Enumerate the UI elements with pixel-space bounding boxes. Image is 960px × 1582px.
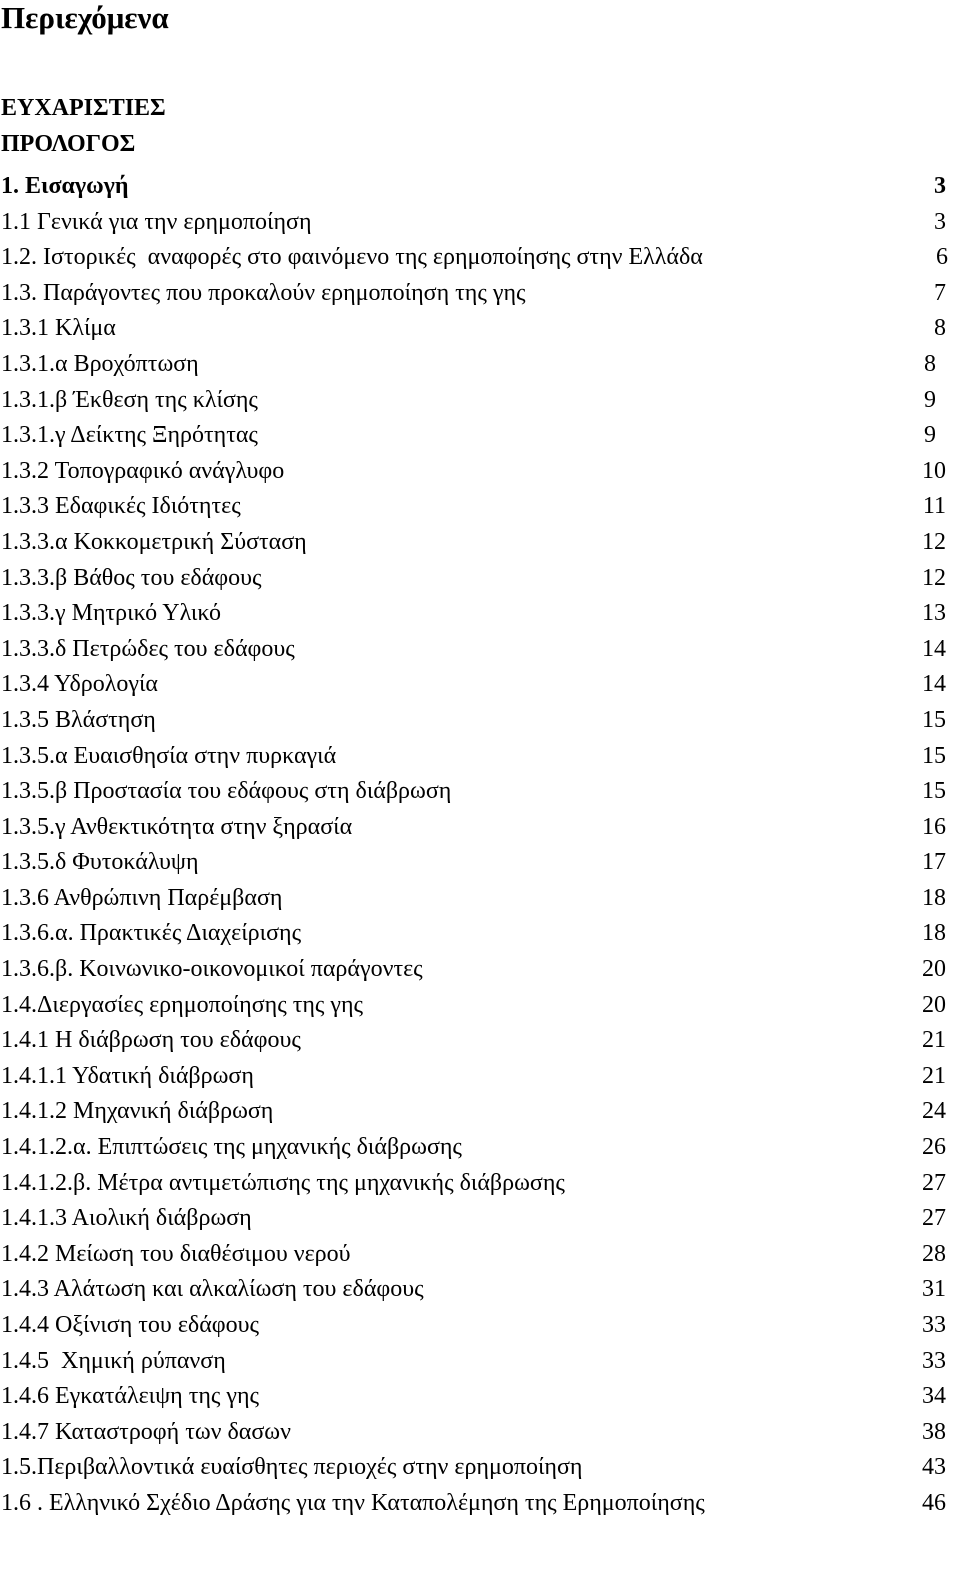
toc-entry-title: 1.3.3.α Κοκκομετρική Σύσταση [1,528,307,555]
toc-entry-page: 13 [922,600,946,627]
toc-entry[interactable] [0,314,960,350]
toc-entry-title: 1.4.1.2 Μηχανική διάβρωση [1,1098,274,1125]
toc-entry-page: 38 [922,1418,946,1445]
toc-entry[interactable] [0,1169,960,1205]
toc-entry-title: 1.4.1.2.α. Επιπτώσεις της μηχανικής διάβρωσης [1,1134,462,1161]
toc-entry-page: 3 [934,173,946,199]
toc-entry-page: 9 [924,422,936,449]
toc-entry-title: 1.3.3 Εδαφικές Ιδιότητες [1,493,241,520]
toc-entry-page: 33 [922,1312,946,1338]
toc-entry-page: 12 [922,564,946,591]
toc-entry-title: 1.3.6.α. Πρακτικές Διαχείρισης [1,920,302,947]
toc-entry-title: 1.6 . Ελληνικό Σχέδιο Δράσης για την Καταπολέμηση της Ερημοποίησης [1,1489,705,1516]
toc-entry-page: 46 [922,1489,946,1516]
toc-entry-title: 1.3.3.β Βάθος του εδάφους [1,564,262,591]
toc-entry[interactable] [0,1097,960,1133]
toc-entry-title: 1.3.1.α Βροχόπτωση [1,350,199,377]
toc-entry-title: 1.4.2 Μείωση του διαθέσιμου νερού [1,1240,351,1267]
toc-entry-page: 15 [922,778,946,805]
toc-entry-title: 1.3.4 Υδρολογία [1,671,159,698]
toc-entry[interactable] [0,1133,960,1169]
toc-entry-page: 3 [934,208,946,235]
toc-entry-title: 1.5.Περιβαλλοντικά ευαίσθητες περιοχές στην ερημοποίηση [1,1454,583,1481]
toc-entry-title: 1.4.1.1 Υδατική διάβρωση [1,1062,254,1089]
toc-entry[interactable] [0,279,960,315]
toc-entry-title: 1.3. Παράγοντες που προκαλούν ερημοποίηση της γης [1,279,526,306]
toc-entry-title: 1.3.1 Κλίμα [1,315,116,342]
toc-entry-title: 1.3.6.β. Κοινωνικο-οικονομικοί παράγοντες [1,956,423,983]
toc-list [0,172,960,1525]
toc-entry-page: 20 [922,956,946,983]
toc-entry-title: 1.3.5 Βλάστηση [1,706,156,733]
toc-entry-page: 43 [922,1454,946,1481]
toc-entry-page: 18 [922,920,946,947]
toc-entry-page: 21 [922,1062,946,1089]
toc-entry[interactable] [0,1204,960,1240]
toc-entry-page: 34 [922,1383,946,1410]
toc-entry[interactable] [0,1453,960,1489]
toc-entry-page: 28 [922,1240,946,1267]
toc-entry[interactable] [0,884,960,920]
toc-entry[interactable] [0,1382,960,1418]
toc-entry-page: 15 [922,742,946,769]
toc-entry-page: 20 [922,991,946,1018]
toc-entry-title: 1.4.1.2.β. Μέτρα αντιμετώπισης της μηχανικής διάβρωσης [1,1169,565,1196]
toc-entry[interactable] [0,1347,960,1383]
toc-entry[interactable] [0,813,960,849]
toc-entry-title: 1.4.Διεργασίες ερημοποίησης της γης [1,991,364,1018]
toc-entry-title: 1.3.6 Ανθρώπινη Παρέμβαση [1,884,283,911]
toc-entry-title: 1. Εισαγωγή [1,173,129,199]
toc-entry[interactable] [0,528,960,564]
toc-entry-page: 18 [922,884,946,911]
toc-entry[interactable] [0,421,960,457]
toc-entry-page: 8 [934,315,946,342]
toc-entry[interactable] [0,386,960,422]
front-matter-acknowledgements: ΕΥΧΑΡΙΣΤΙΕΣ [1,95,166,121]
page-title: Περιεχόμενα [1,0,169,35]
toc-entry-title: 1.3.1.γ Δείκτης Ξηρότητας [1,422,258,449]
toc-entry[interactable] [0,1275,960,1311]
toc-entry[interactable] [0,208,960,244]
toc-entry-title: 1.3.5.α Ευαισθησία στην πυρκαγιά [1,742,337,769]
toc-entry[interactable] [0,635,960,671]
toc-entry[interactable] [0,848,960,884]
toc-entry-page: 27 [922,1205,946,1232]
toc-entry-title: 1.2. Ιστορικές αναφορές στο φαινόμενο της ερημοποίησης στην Ελλάδα [1,244,703,271]
toc-entry-page: 14 [922,635,946,662]
toc-entry[interactable] [0,706,960,742]
toc-entry-page: 31 [922,1276,946,1303]
toc-entry-title: 1.4.1 Η διάβρωση του εδάφους [1,1027,301,1054]
toc-entry[interactable] [0,1026,960,1062]
toc-entry-title: 1.4.1.3 Αιολική διάβρωση [1,1205,252,1232]
toc-entry[interactable] [0,1418,960,1454]
toc-entry[interactable] [0,1311,960,1347]
toc-entry-page: 16 [922,813,946,840]
toc-entry[interactable] [0,243,960,279]
toc-entry[interactable] [0,492,960,528]
toc-entry-page: 8 [924,350,936,377]
toc-entry[interactable] [0,172,960,208]
toc-entry[interactable] [0,955,960,991]
toc-entry[interactable] [0,457,960,493]
toc-entry[interactable] [0,670,960,706]
toc-entry-title: 1.3.5.δ Φυτοκάλυψη [1,849,199,876]
toc-entry-page: 14 [922,671,946,698]
toc-entry-title: 1.3.3.δ Πετρώδες του εδάφους [1,635,295,662]
toc-entry-page: 26 [922,1134,946,1161]
toc-entry-title: 1.4.4 Οξίνιση του εδάφους [1,1312,260,1338]
toc-entry-page: 27 [922,1169,946,1196]
toc-entry[interactable] [0,777,960,813]
toc-entry[interactable] [0,1240,960,1276]
toc-entry-title: 1.3.5.γ Ανθεκτικότητα στην ξηρασία [1,813,353,840]
toc-entry[interactable] [0,919,960,955]
toc-entry-title: 1.4.3 Αλάτωση και αλκαλίωση του εδάφους [1,1276,424,1303]
toc-entry-title: 1.3.5.β Προστασία του εδάφους στη διάβρωση [1,778,452,805]
toc-entry[interactable] [0,1062,960,1098]
toc-entry-page: 6 [936,244,948,271]
toc-entry-title: 1.3.2 Τοπογραφικό ανάγλυφο [1,457,285,484]
toc-entry-title: 1.4.5 Χημική ρύπανση [1,1347,226,1374]
toc-entry-title: 1.3.1.β Έκθεση της κλίσης [1,386,258,413]
toc-entry-page: 10 [922,457,946,484]
toc-entry[interactable] [0,742,960,778]
toc-entry[interactable] [0,599,960,635]
toc-entry-page: 11 [922,493,946,520]
toc-entry[interactable] [0,350,960,386]
toc-entry-page: 21 [922,1027,946,1054]
toc-entry-title: 1.1 Γενικά για την ερημοποίηση [1,208,312,235]
toc-entry[interactable] [0,991,960,1027]
toc-entry-page: 33 [922,1347,946,1374]
toc-entry-page: 7 [934,279,946,306]
toc-entry-page: 12 [922,528,946,555]
toc-entry-title: 1.3.3.γ Μητρικό Υλικό [1,600,221,627]
toc-entry-page: 9 [924,386,936,413]
toc-entry-title: 1.4.6 Εγκατάλειψη της γης [1,1383,260,1410]
toc-entry-page: 24 [922,1098,946,1125]
toc-entry-title: 1.4.7 Καταστροφή των δασων [1,1418,291,1445]
toc-entry[interactable] [0,564,960,600]
toc-entry[interactable] [0,1489,960,1525]
toc-entry-page: 17 [922,849,946,876]
front-matter-preface: ΠΡΟΛΟΓΟΣ [1,131,136,157]
toc-entry-page: 15 [922,706,946,733]
